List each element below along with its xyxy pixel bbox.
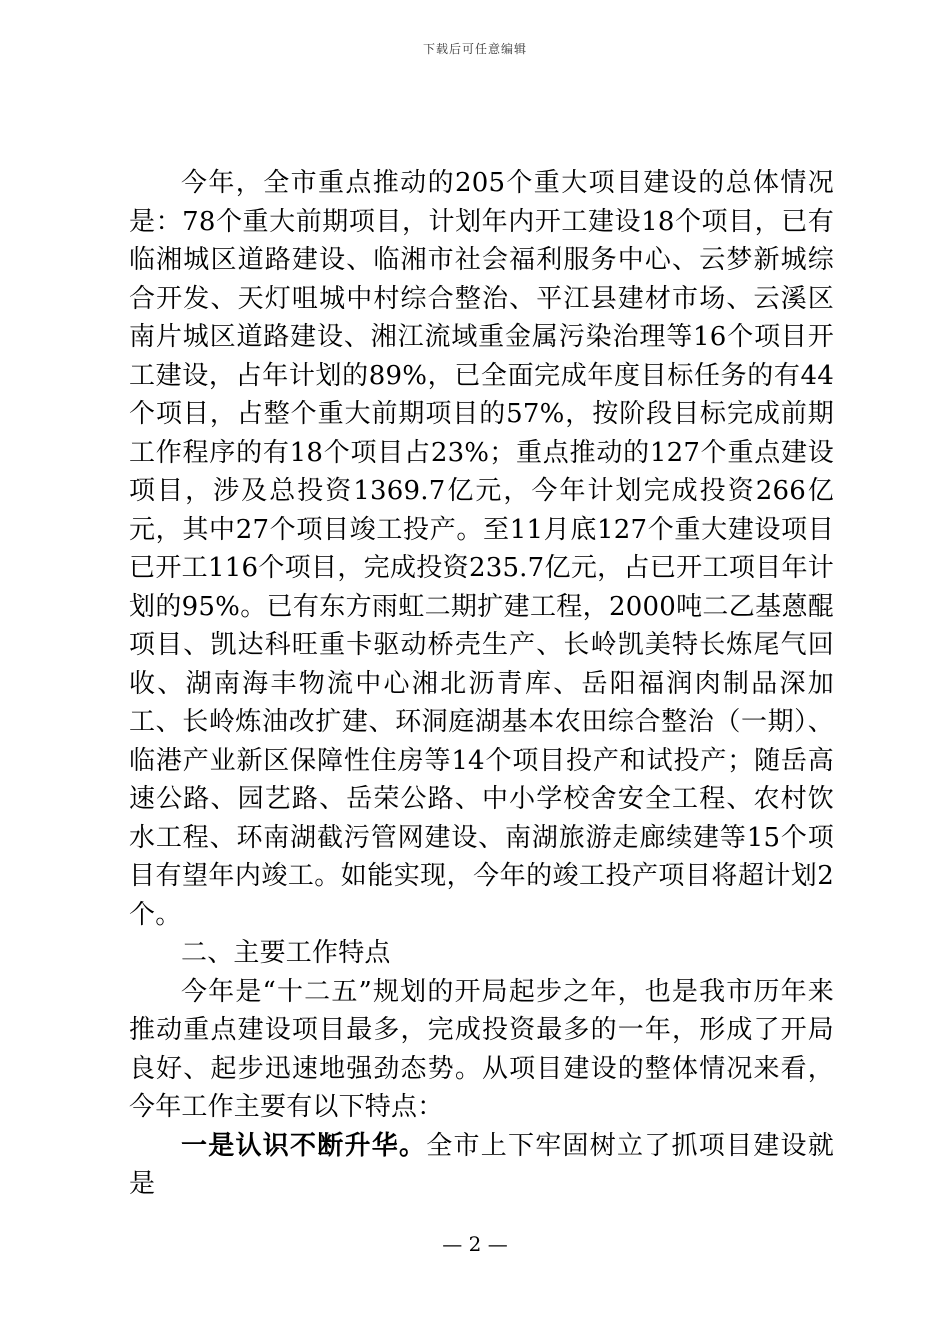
paragraph-point-one <box>129 1127 834 1204</box>
paragraph-project-overview: 今年，全市重点推动的205个重大项目建设的总体情况是：78个重大前期项目，计划年内开工建设18个项目，已有临湘城区道路建设、临湘市社会福利服务中心、云梦新城综合开发、天灯咀城中村综合整治、平江县建材市场、云溪区南片城区道路建设、湘江流域重金属污染治理等16个项目开工建设，占年计划的89%，已全面完成年度目标任务的有44个项目，占整个重大前期项目的57%，按阶段目标完成前期工作程序的有18个项目占23%；重点推动的127个重点建设项目，涉及总投资1369.7亿元，今年计划完成投资266亿元，其中27个项目竣工投产。至11月底127个重大建设项目已开工116个项目，完成投资235.7亿元，占已开工项目年计划的95%。已有东方雨虹二期扩建工程，2000吨二乙基蒽醌项目、凯达科旺重卡驱动桥壳生产、长岭凯美特长炼尾气回收、湖南海丰物流中心湘北沥青库、岳阳福润肉制品深加工、长岭炼油改扩建、环洞庭湖基本农田综合整治（一期）、临港产业新区保障性住房等14个项目投产和试投产；随岳高速公路、园艺路、岳荣公路、中小学校舍安全工程、农村饮水工程、环南湖截污管网建设、南湖旅游走廊续建等15个项目有望年内竣工。如能实现，今年的竣工投产项目将超计划2个。 <box>129 168 834 930</box>
point-one-text: 全市上下牢固树立了抓项目建设就是 <box>129 1130 834 1199</box>
point-one-lead: 一是认识不断升华。 <box>181 1130 427 1161</box>
document-body <box>129 164 834 1204</box>
page-header: 下载后可任意编辑 <box>422 42 527 56</box>
section-heading: 二、主要工作特点 <box>181 938 391 968</box>
page-number: — 2 — <box>442 1232 508 1256</box>
paragraph-work-features-intro: 今年是“十二五”规划的开局起步之年，也是我市历年来推动重点建设项目最多，完成投资最多的一年，形成了开局良好、起步迅速地强劲态势。从项目建设的整体情况来看，今年工作主要有以下特点： <box>129 976 834 1122</box>
